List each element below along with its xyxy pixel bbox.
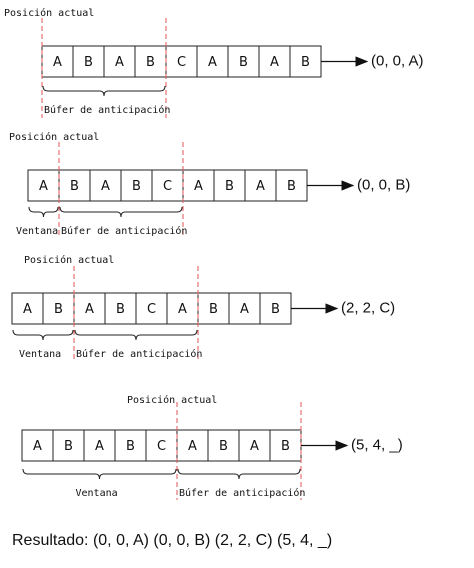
step-3-cell-7-label: B <box>209 302 218 317</box>
step-4-output: (5, 4, _) <box>351 436 403 454</box>
step-1-cell-8-label: A <box>270 55 279 70</box>
step-1-cell-3-label: A <box>115 55 124 70</box>
result-line <box>12 532 332 550</box>
step-2-lookahead-bracket <box>60 207 182 217</box>
step-1-lookahead-bracket <box>43 86 165 96</box>
step-2-lookahead-label: Búfer de anticipación <box>61 226 188 237</box>
step-3-cell-1-label: A <box>23 302 32 317</box>
step-4-cell-3-label: A <box>95 439 104 454</box>
step-4-lookahead-label: Búfer de anticipación <box>179 488 306 499</box>
step-4-cell-7-label: B <box>219 439 228 454</box>
step-2-window-bracket <box>29 207 58 217</box>
step-1-lookahead-label: Búfer de anticipación <box>44 105 171 116</box>
step-3-cell-4-label: B <box>116 302 125 317</box>
step-2-cell-4-label: B <box>132 179 141 194</box>
step-2-cell-7-label: B <box>225 179 234 194</box>
result-value: (0, 0, A) (0, 0, B) (2, 2, C) (5, 4, _) <box>92 532 333 549</box>
step-3-cell-3-label: A <box>85 302 94 317</box>
step-2-cell-8-label: A <box>256 179 265 194</box>
step-4-cell-6-label: A <box>188 439 197 454</box>
step-4-cell-4-label: B <box>126 439 135 454</box>
step-2-output: (0, 0, B) <box>357 176 411 194</box>
step-2-window-label: Ventana <box>16 226 59 237</box>
step-1-cell-4-label: B <box>146 55 155 70</box>
step-3-cell-8-label: A <box>240 302 249 317</box>
step-2-cell-6-label: A <box>194 179 203 194</box>
step-1-cell-5-label: C <box>176 55 187 70</box>
step-3-output: (2, 2, C) <box>341 299 396 317</box>
step-4-cell-2-label: B <box>64 439 73 454</box>
step-4-cell-1-label: A <box>33 439 42 454</box>
step-3-window-bracket <box>13 330 73 340</box>
step-3-lookahead-bracket <box>75 330 197 340</box>
step-2-cell-5-label: C <box>162 179 173 194</box>
step-1-output: (0, 0, A) <box>371 52 424 70</box>
step-4-cell-5-label: C <box>156 439 167 454</box>
step-4-lookahead-bracket <box>178 469 300 479</box>
step-4-cell-9-label: B <box>281 439 290 454</box>
step-2-cell-3-label: A <box>101 179 110 194</box>
step-3-cell-9-label: B <box>271 302 280 317</box>
step-4-window-bracket <box>23 469 176 479</box>
step-1-position-label: Posición actual <box>4 8 95 19</box>
step-1-cell-2-label: B <box>84 55 93 70</box>
step-3-cell-5-label: C <box>146 302 157 317</box>
step-1-cell-6-label: A <box>208 55 217 70</box>
step-2-position-label: Posición actual <box>9 132 100 143</box>
step-3-position-label: Posición actual <box>24 255 115 266</box>
step-1-cell-7-label: B <box>239 55 248 70</box>
step-3-lookahead-label: Búfer de anticipación <box>76 349 203 360</box>
result-label: Resultado: <box>12 532 89 549</box>
step-4-window-label: Ventana <box>75 488 118 499</box>
step-2-cell-1-label: A <box>39 179 48 194</box>
step-3-cell-2-label: B <box>54 302 63 317</box>
step-3-window-label: Ventana <box>19 349 62 360</box>
step-4-position-label: Posición actual <box>127 395 218 406</box>
step-4-cell-8-label: A <box>250 439 259 454</box>
step-1-cell-1-label: A <box>53 55 62 70</box>
step-1-cell-9-label: B <box>301 55 310 70</box>
step-2-cell-9-label: B <box>287 179 296 194</box>
step-2-cell-2-label: B <box>70 179 79 194</box>
step-3-cell-6-label: A <box>178 302 187 317</box>
